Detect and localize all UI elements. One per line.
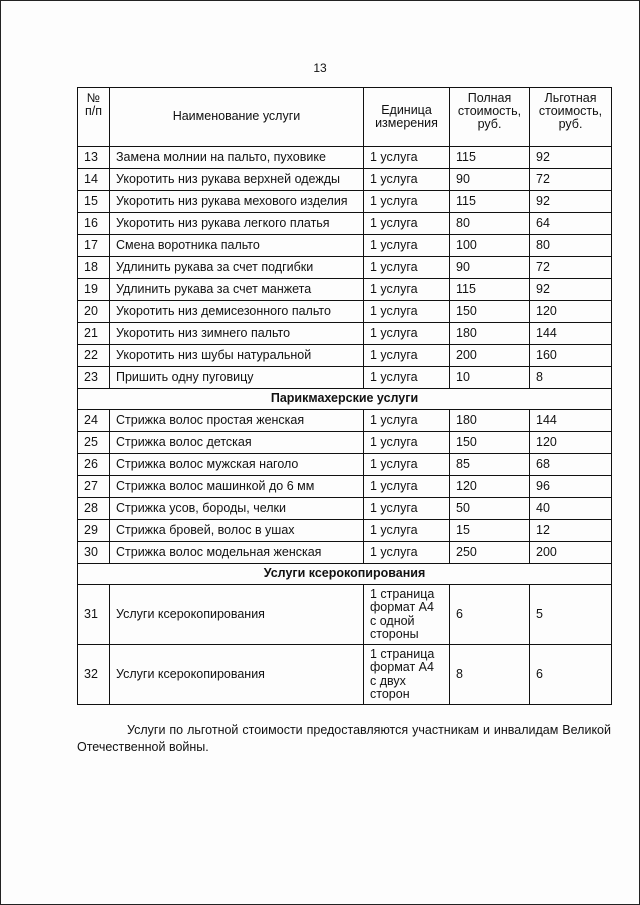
- cell-unit: 1 услуга: [364, 367, 450, 389]
- cell-full-price: 80: [450, 213, 530, 235]
- cell-number: 24: [78, 410, 110, 432]
- cell-service-name: Пришить одну пуговицу: [110, 367, 364, 389]
- cell-discount-price: 92: [530, 191, 612, 213]
- cell-service-name: Замена молнии на пальто, пуховике: [110, 147, 364, 169]
- cell-number: 25: [78, 432, 110, 454]
- cell-number: 17: [78, 235, 110, 257]
- table-row: [78, 645, 612, 705]
- cell-service-name: Укоротить низ демисезонного пальто: [110, 301, 364, 323]
- table-row: [78, 542, 612, 564]
- cell-service-name: Удлинить рукава за счет подгибки: [110, 257, 364, 279]
- cell-service-name: Укоротить низ рукава верхней одежды: [110, 169, 364, 191]
- cell-unit: 1 услуга: [364, 169, 450, 191]
- cell-unit: 1 услуга: [364, 235, 450, 257]
- table-body: [78, 147, 612, 705]
- cell-full-price: 115: [450, 147, 530, 169]
- cell-unit: 1 услуга: [364, 301, 450, 323]
- cell-unit: 1 услуга: [364, 257, 450, 279]
- cell-number: 28: [78, 498, 110, 520]
- cell-discount-price: 92: [530, 279, 612, 301]
- header-number: № п/п: [78, 88, 110, 147]
- cell-number: 23: [78, 367, 110, 389]
- services-price-table: [77, 87, 612, 705]
- cell-full-price: 120: [450, 476, 530, 498]
- header-service-name: Наименование услуги: [110, 88, 364, 147]
- cell-unit: 1 услуга: [364, 432, 450, 454]
- cell-unit: 1 услуга: [364, 476, 450, 498]
- table-row: [78, 169, 612, 191]
- section-header-row: [78, 389, 612, 410]
- cell-number: 27: [78, 476, 110, 498]
- cell-unit: 1 услуга: [364, 454, 450, 476]
- table-header-row: [78, 88, 612, 147]
- cell-unit: 1 услуга: [364, 520, 450, 542]
- header-discount-price: Льготная стоимость, руб.: [530, 88, 612, 147]
- table-row: [78, 323, 612, 345]
- cell-full-price: 90: [450, 169, 530, 191]
- table-row: [78, 213, 612, 235]
- cell-full-price: 15: [450, 520, 530, 542]
- cell-unit: 1 услуга: [364, 498, 450, 520]
- cell-service-name: Услуги ксерокопирования: [110, 585, 364, 645]
- unit-line: 1 страница: [370, 647, 435, 662]
- cell-service-name: Стрижка волос простая женская: [110, 410, 364, 432]
- cell-service-name: Укоротить низ шубы натуральной: [110, 345, 364, 367]
- cell-service-name: Смена воротника пальто: [110, 235, 364, 257]
- cell-full-price: 150: [450, 301, 530, 323]
- table-row: [78, 410, 612, 432]
- cell-discount-price: 6: [530, 645, 612, 705]
- table-row: [78, 279, 612, 301]
- cell-full-price: 50: [450, 498, 530, 520]
- cell-number: 26: [78, 454, 110, 476]
- cell-service-name: Стрижка бровей, волос в ушах: [110, 520, 364, 542]
- table-row: [78, 301, 612, 323]
- table-row: [78, 585, 612, 645]
- unit-line: 1 страница: [370, 587, 435, 602]
- cell-unit: 1 услуга: [364, 542, 450, 564]
- cell-discount-price: 120: [530, 301, 612, 323]
- cell-full-price: 115: [450, 279, 530, 301]
- cell-discount-price: 40: [530, 498, 612, 520]
- cell-discount-price: 160: [530, 345, 612, 367]
- cell-unit: 1 услуга: [364, 345, 450, 367]
- cell-number: 15: [78, 191, 110, 213]
- cell-discount-price: 92: [530, 147, 612, 169]
- section-header-row: [78, 564, 612, 585]
- cell-discount-price: 144: [530, 323, 612, 345]
- cell-unit: [364, 645, 450, 705]
- cell-full-price: 250: [450, 542, 530, 564]
- cell-number: 18: [78, 257, 110, 279]
- cell-full-price: 115: [450, 191, 530, 213]
- cell-discount-price: 64: [530, 213, 612, 235]
- unit-line: с двух: [370, 673, 406, 688]
- cell-service-name: Укоротить низ зимнего пальто: [110, 323, 364, 345]
- unit-line: стороны: [370, 626, 419, 641]
- cell-full-price: 180: [450, 323, 530, 345]
- cell-number: 22: [78, 345, 110, 367]
- page-number: 13: [313, 61, 327, 75]
- footnote: Услуги по льготной стоимости предоставляются участникам и инвалидам Великой Отечественной войны.: [77, 723, 611, 754]
- cell-service-name: Стрижка волос машинкой до 6 мм: [110, 476, 364, 498]
- cell-service-name: Стрижка волос детская: [110, 432, 364, 454]
- cell-number: 29: [78, 520, 110, 542]
- cell-discount-price: 144: [530, 410, 612, 432]
- cell-service-name: Услуги ксерокопирования: [110, 645, 364, 705]
- unit-line: сторон: [370, 686, 410, 701]
- cell-number: 14: [78, 169, 110, 191]
- table-row: [78, 498, 612, 520]
- unit-line: с одной: [370, 613, 415, 628]
- cell-full-price: 100: [450, 235, 530, 257]
- table-row: [78, 520, 612, 542]
- cell-unit: 1 услуга: [364, 213, 450, 235]
- section-title: Парикмахерские услуги: [78, 389, 612, 410]
- cell-full-price: 6: [450, 585, 530, 645]
- cell-discount-price: 5: [530, 585, 612, 645]
- cell-number: 30: [78, 542, 110, 564]
- cell-discount-price: 72: [530, 169, 612, 191]
- cell-full-price: 150: [450, 432, 530, 454]
- cell-full-price: 200: [450, 345, 530, 367]
- cell-service-name: Стрижка волос мужская наголо: [110, 454, 364, 476]
- section-title: Услуги ксерокопирования: [78, 564, 612, 585]
- header-unit: Единица измерения: [364, 88, 450, 147]
- cell-discount-price: 200: [530, 542, 612, 564]
- cell-full-price: 90: [450, 257, 530, 279]
- table-row: [78, 454, 612, 476]
- cell-discount-price: 72: [530, 257, 612, 279]
- cell-number: 19: [78, 279, 110, 301]
- cell-full-price: 10: [450, 367, 530, 389]
- cell-discount-price: 120: [530, 432, 612, 454]
- cell-number: 13: [78, 147, 110, 169]
- table-row: [78, 367, 612, 389]
- cell-number: 32: [78, 645, 110, 705]
- cell-unit: 1 услуга: [364, 410, 450, 432]
- cell-discount-price: 96: [530, 476, 612, 498]
- table-row: [78, 191, 612, 213]
- table-row: [78, 147, 612, 169]
- header-full-price: Полная стоимость, руб.: [450, 88, 530, 147]
- table-row: [78, 257, 612, 279]
- cell-unit: 1 услуга: [364, 323, 450, 345]
- cell-discount-price: 80: [530, 235, 612, 257]
- cell-unit: 1 услуга: [364, 147, 450, 169]
- cell-service-name: Укоротить низ рукава легкого платья: [110, 213, 364, 235]
- cell-discount-price: 12: [530, 520, 612, 542]
- unit-line: формат А4: [370, 600, 434, 615]
- cell-service-name: Укоротить низ рукава мехового изделия: [110, 191, 364, 213]
- cell-discount-price: 68: [530, 454, 612, 476]
- cell-service-name: Стрижка усов, бороды, челки: [110, 498, 364, 520]
- unit-line: формат А4: [370, 660, 434, 675]
- cell-unit: 1 услуга: [364, 279, 450, 301]
- cell-service-name: Стрижка волос модельная женская: [110, 542, 364, 564]
- table-row: [78, 345, 612, 367]
- table-row: [78, 432, 612, 454]
- cell-full-price: 85: [450, 454, 530, 476]
- cell-service-name: Удлинить рукава за счет манжета: [110, 279, 364, 301]
- cell-number: 31: [78, 585, 110, 645]
- cell-number: 16: [78, 213, 110, 235]
- table-row: [78, 476, 612, 498]
- cell-number: 21: [78, 323, 110, 345]
- cell-unit: 1 услуга: [364, 191, 450, 213]
- cell-full-price: 8: [450, 645, 530, 705]
- table-row: [78, 235, 612, 257]
- cell-unit: [364, 585, 450, 645]
- cell-number: 20: [78, 301, 110, 323]
- cell-full-price: 180: [450, 410, 530, 432]
- cell-discount-price: 8: [530, 367, 612, 389]
